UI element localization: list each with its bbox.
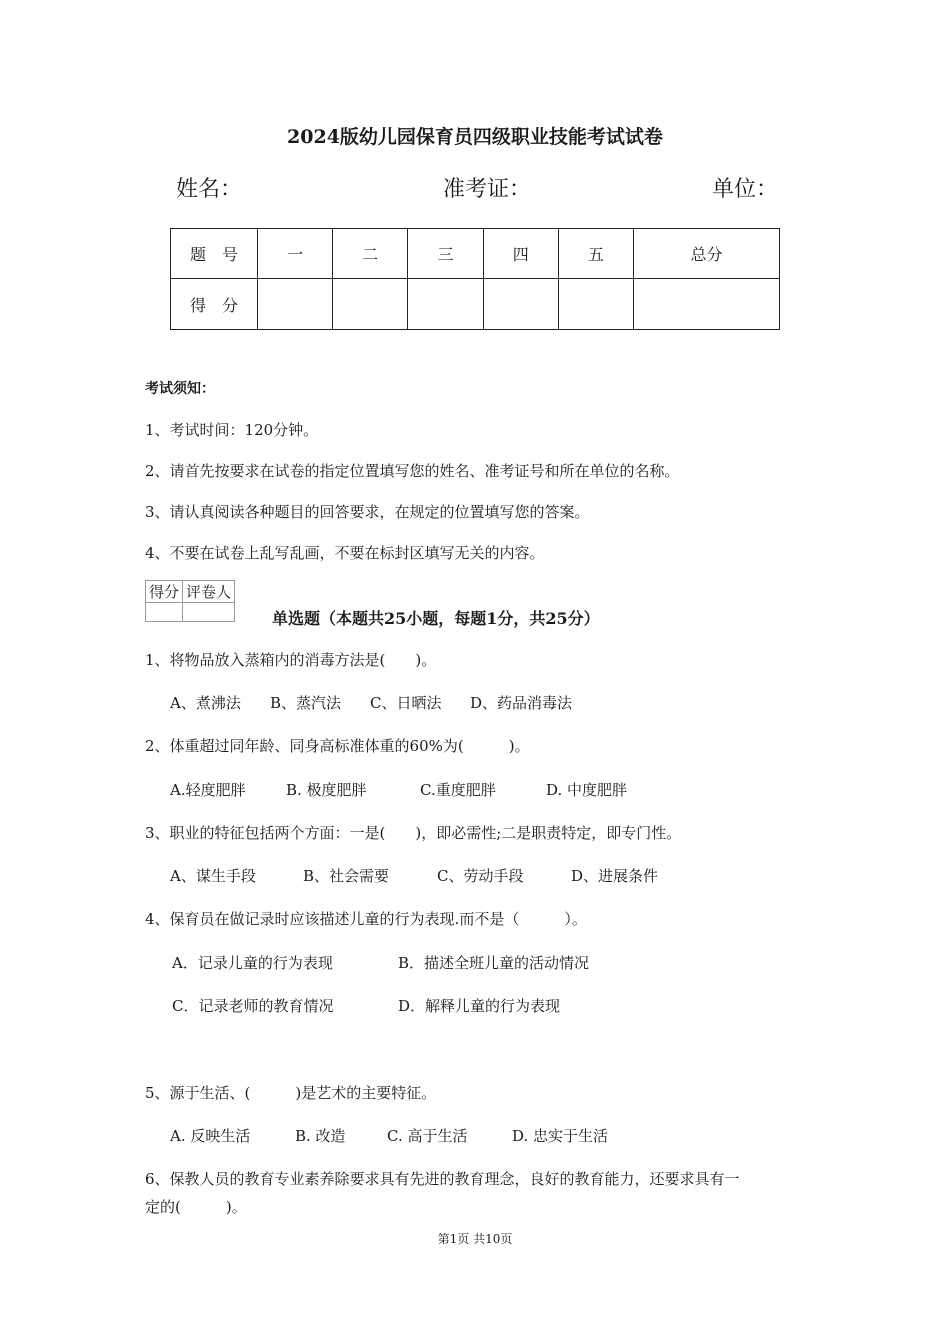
notice-item: 1、考试时间：120分钟。	[145, 421, 319, 439]
grader-reviewer-cell[interactable]	[183, 603, 235, 622]
option: C. 高于生活	[387, 1127, 468, 1145]
option: A．记录儿童的行为表现	[172, 954, 333, 972]
page-footer: 第1页 共10页	[437, 1232, 513, 1246]
exam-title: 2024版幼儿园保育员四级职业技能考试试卷	[287, 126, 663, 148]
score-table	[170, 228, 780, 330]
option: B. 极度肥胖	[286, 781, 367, 799]
option: B．描述全班儿童的活动情况	[398, 954, 590, 972]
option: D、进展条件	[571, 867, 659, 885]
question-stem: 2、体重超过同年龄、同身高标准体重的60%为( )。	[145, 737, 530, 755]
grader-box	[145, 580, 235, 622]
section-title: 单选题（本题共25小题，每题1分，共25分）	[272, 609, 600, 628]
question-stem-continued: 定的( )。	[145, 1198, 247, 1216]
option: C.重度肥胖	[420, 781, 496, 799]
score-header-label: 题 号	[171, 229, 258, 279]
score-cell-total[interactable]	[634, 279, 780, 330]
option: D、药品消毒法	[470, 694, 573, 712]
grader-score-label: 得分	[146, 581, 183, 603]
question-stem: 5、源于生活、( )是艺术的主要特征。	[145, 1084, 437, 1102]
option: D. 忠实于生活	[512, 1127, 609, 1145]
grader-score-cell[interactable]	[146, 603, 183, 622]
score-row-label: 得 分	[171, 279, 258, 330]
score-header-1: 一	[258, 229, 333, 279]
option: B、社会需要	[303, 867, 390, 885]
grader-reviewer-label: 评卷人	[183, 581, 235, 603]
question-stem: 1、将物品放入蒸箱内的消毒方法是( )。	[145, 651, 437, 669]
option: D. 中度肥胖	[546, 781, 628, 799]
score-cell-1[interactable]	[258, 279, 333, 330]
option: B. 改造	[295, 1127, 346, 1145]
question-stem: 3、职业的特征包括两个方面：一是( )，即必需性;二是职责特定，即专门性。	[145, 824, 682, 842]
score-header-4: 四	[483, 229, 558, 279]
score-cell-5[interactable]	[558, 279, 633, 330]
exam-id-label: 准考证：	[443, 177, 532, 202]
score-header-2: 二	[333, 229, 408, 279]
option: C、日晒法	[370, 694, 442, 712]
option: D．解释儿童的行为表现	[398, 997, 561, 1015]
name-label: 姓名：	[176, 177, 243, 202]
notice-item: 3、请认真阅读各种题目的回答要求，在规定的位置填写您的答案。	[145, 503, 590, 521]
score-cell-3[interactable]	[408, 279, 483, 330]
option: B、蒸汽法	[270, 694, 342, 712]
option: A、煮沸法	[170, 694, 241, 712]
notice-item: 2、请首先按要求在试卷的指定位置填写您的姓名、准考证号和所在单位的名称。	[145, 462, 680, 480]
notice-item: 4、不要在试卷上乱写乱画，不要在标封区填写无关的内容。	[145, 544, 545, 562]
option: A.轻度肥胖	[170, 781, 246, 799]
option: A. 反映生活	[170, 1127, 251, 1145]
score-header-5: 五	[558, 229, 633, 279]
question-stem: 4、保育员在做记录时应该描述儿童的行为表现.而不是（ ）。	[145, 910, 587, 928]
score-cell-2[interactable]	[333, 279, 408, 330]
option: A、谋生手段	[170, 867, 256, 885]
option: C、劳动手段	[437, 867, 524, 885]
score-header-total: 总分	[634, 229, 780, 279]
notice-heading: 考试须知：	[145, 381, 215, 397]
option: C．记录老师的教育情况	[172, 997, 334, 1015]
score-cell-4[interactable]	[483, 279, 558, 330]
score-header-3: 三	[408, 229, 483, 279]
unit-label: 单位：	[712, 177, 779, 202]
question-stem: 6、保教人员的教育专业素养除要求具有先进的教育理念，良好的教育能力，还要求具有一	[145, 1170, 740, 1188]
